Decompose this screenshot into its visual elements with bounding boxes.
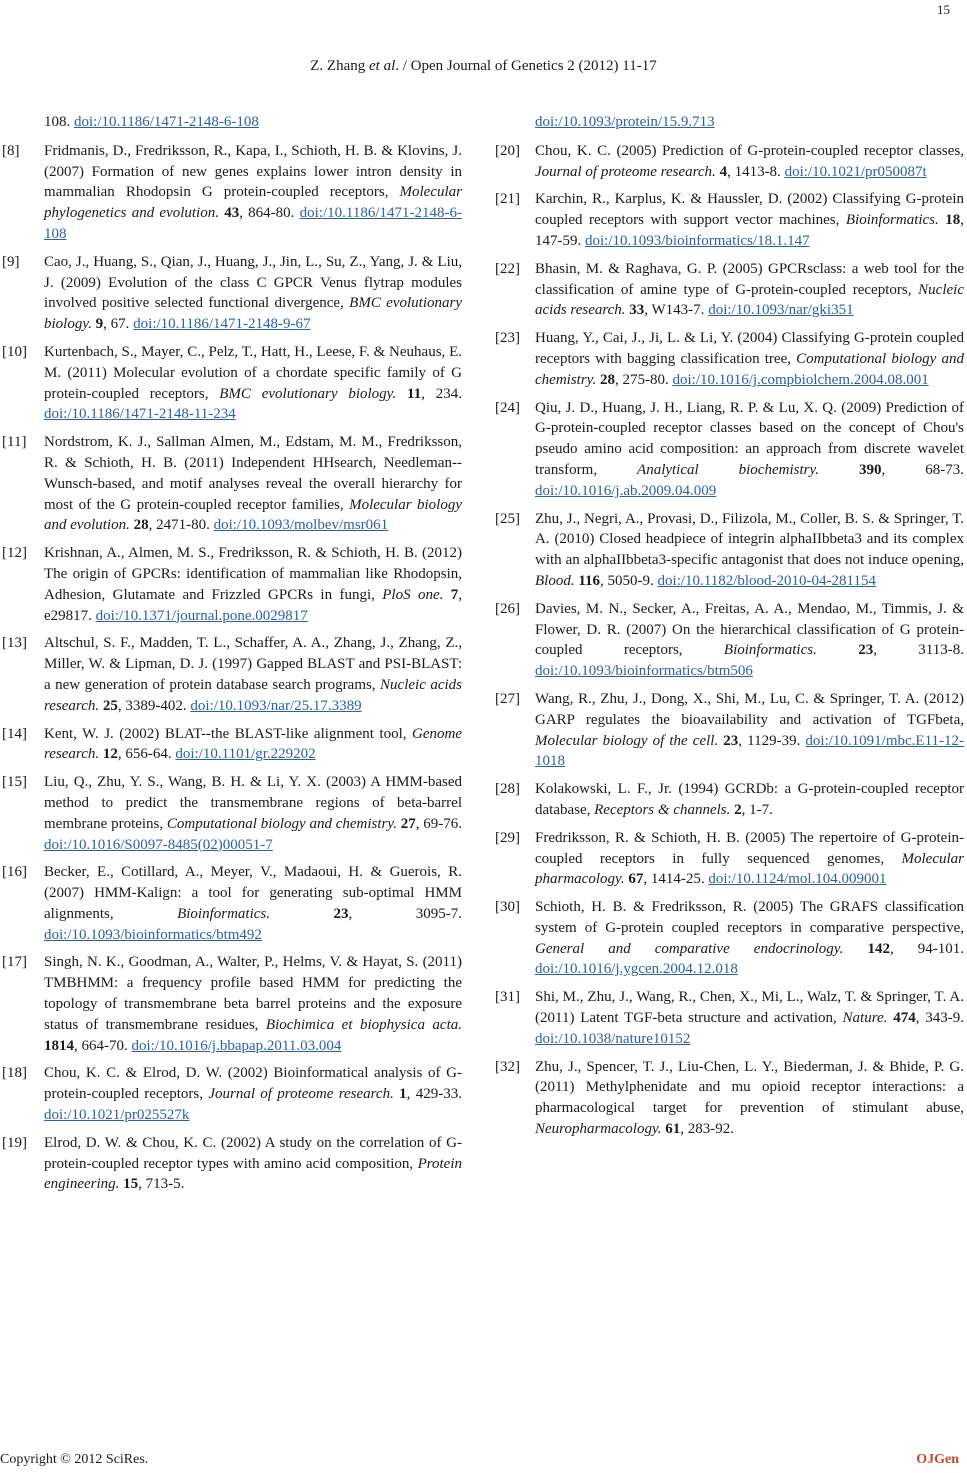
reference-number: [31] [495, 989, 520, 1006]
journal-title: Molecular biology of the cell. [535, 732, 719, 749]
reference-text: , 275-80. [615, 371, 673, 388]
reference-text: , W143-7. [644, 302, 709, 319]
reference-text: Karchin, R., Karplus, K. & Haussler, D. (2002) Classifying G-protein coupled receptors with support vector machines, [535, 191, 964, 229]
volume-number: 116 [578, 572, 601, 589]
reference-text: , 864-80. [239, 205, 300, 222]
reference-text: , e29817. [44, 586, 462, 624]
doi-link[interactable]: doi:/10.1016/j.ygcen.2004.12.018 [535, 961, 738, 978]
continuation-doi-link[interactable]: doi:/10.1186/1471-2148-6-108 [74, 114, 259, 130]
journal-title: Blood. [535, 572, 575, 589]
continuation-doi-link[interactable]: doi:/10.1093/protein/15.9.713 [535, 114, 715, 130]
reference-text: , 68-73. [881, 461, 964, 478]
volume-number: 7 [450, 586, 459, 603]
reference-text: Chou, K. C. & Elrod, D. W. (2002) Bioinformatical analysis of G-protein-coupled receptors, [44, 1065, 462, 1103]
volume-number: 4 [719, 163, 728, 180]
reference-text: Zhu, J., Negri, A., Provasi, D., Filizola, M., Coller, B. S. & Springer, T. A. (2010) Closed headpiece of integrin alphaIIbbeta3 and its complex with an alphaIIbbeta3-specific antagonist that does not induce opening, [535, 510, 964, 569]
reference-text: , 1129-39. [738, 732, 806, 749]
reference-number: [21] [495, 191, 520, 208]
doi-link[interactable]: doi:/10.1093/molbev/msr061 [213, 517, 389, 534]
reference-number: [15] [2, 774, 27, 791]
reference-entry [495, 828, 964, 890]
running-head-journal: . / Open Journal of Genetics 2 (2012) 11-17 [395, 58, 657, 74]
reference-entry [495, 599, 964, 682]
reference-entry [2, 772, 462, 855]
reference-text: Bhasin, M. & Raghava, G. P. (2005) GPCRsclass: a web tool for the classification of amine type of G-protein-coupled receptors, [535, 260, 964, 298]
journal-title: BMC evolutionary biology. [219, 385, 397, 402]
reference-number: [20] [495, 142, 520, 159]
reference-number: [16] [2, 864, 27, 881]
reference-number: [22] [495, 260, 520, 277]
journal-title: Nucleic acids research. [535, 281, 964, 319]
journal-title: Bioinformatics. [177, 905, 270, 922]
volume-number: 12 [102, 746, 118, 763]
reference-text: Krishnan, A., Almen, M. S., Fredriksson, R. & Schioth, H. B. (2012) The origin of GPCRs: identification of mammalian like Rhodopsin, Adhesion, Glutamate and Frizzled GPCRs in fungi, [44, 545, 462, 603]
reference-text [819, 462, 859, 478]
journal-title: Bioinformatics. [845, 212, 939, 229]
journal-title: General and comparative endocrinology. [535, 940, 844, 957]
reference-entry [2, 724, 462, 766]
volume-number: 23 [723, 732, 739, 749]
doi-link[interactable]: doi:/10.1038/nature10152 [535, 1030, 691, 1047]
reference-entry [2, 1063, 462, 1125]
reference-text: , 3389-402. [117, 697, 191, 714]
reference-entry [495, 189, 965, 251]
journal-title: Computational biology and chemistry. [535, 350, 965, 388]
journal-title: Molecular biology and evolution. [44, 496, 462, 534]
reference-entry [2, 342, 463, 425]
doi-link[interactable]: doi:/10.1021/pr050087t [784, 163, 927, 180]
reference-text: Kolakowski, L. F., Jr. (1994) GCRDb: a G-protein-coupled receptor database, [535, 781, 964, 818]
left-continuation [10, 112, 462, 133]
journal-title: Bioinformatics. [723, 642, 817, 659]
journal-title: Receptors & channels. [594, 801, 731, 818]
doi-link[interactable]: doi:/10.1371/journal.pone.0029817 [95, 607, 308, 624]
reference-number: [28] [495, 781, 520, 798]
reference-text: , 713-5. [138, 1176, 185, 1193]
volume-number: 23 [858, 642, 874, 659]
journal-title: PloS one. [382, 586, 444, 603]
journal-title: Nucleic acids research. [44, 676, 462, 714]
reference-text: Zhu, J., Spencer, T. J., Liu-Chen, L. Y., Biederman, J. & Bhide, P. G. (2011) Methylphenidate and mu opioid receptor interactions: a pharmacological target for prevention of stimulant abuse, [535, 1058, 964, 1117]
reference-text: , 656-64. [117, 746, 176, 763]
reference-number: [25] [495, 510, 520, 527]
journal-title: Genome research. [44, 725, 462, 763]
reference-text: Becker, E., Cotillard, A., Meyer, V., Madaoui, H. & Guerois, R. (2007) HMM-Kalign: a tool for generating sub-optimal HMM alignments, [44, 864, 462, 922]
doi-link[interactable]: doi:/10.1101/gr.229202 [175, 746, 316, 763]
doi-link[interactable]: doi:/10.1093/bioinformatics/btm506 [535, 663, 753, 680]
reference-text: , 343-9. [915, 1010, 965, 1027]
left-reference-list [2, 141, 463, 1195]
reference-entry [2, 252, 462, 335]
volume-number: 474 [893, 1010, 916, 1027]
reference-text [270, 906, 334, 922]
reference-text [817, 642, 858, 658]
volume-number: 28 [600, 371, 615, 388]
reference-number: [18] [2, 1065, 27, 1082]
reference-text: , 234. [421, 385, 463, 402]
reference-number: [14] [2, 725, 27, 742]
reference-text: Fridmanis, D., Fredriksson, R., Kapa, I., Schioth, H. B. & Klovins, J. (2007) Formation of new genes explains lower intron density in mammalian Rhodopsin G protein-coupled receptors, [44, 142, 462, 201]
reference-entry [495, 779, 964, 821]
reference-entry [2, 432, 462, 536]
reference-number: [32] [495, 1058, 520, 1075]
volume-number: 1 [399, 1086, 407, 1103]
journal-title: Molecular pharmacology. [535, 850, 964, 888]
reference-number: [29] [495, 829, 520, 846]
reference-number: [19] [2, 1134, 27, 1151]
doi-link[interactable]: doi:/10.1016/j.bbapap.2011.03.004 [131, 1037, 342, 1054]
reference-text: , 1414-25. [643, 871, 709, 888]
volume-number: 28 [133, 517, 149, 534]
volume-number: 2 [734, 801, 742, 818]
journal-title: Analytical biochemistry. [637, 461, 820, 478]
volume-number: 142 [867, 940, 890, 957]
reference-entry [495, 509, 964, 592]
volume-number: 27 [400, 815, 416, 832]
reference-text: Kurtenbach, S., Mayer, C., Pelz, T., Hatt, H., Leese, F. & Neuhaus, E. M. (2011) Molecular evolution of a chordate specific family of G protein-coupled receptors, [44, 343, 462, 402]
doi-link[interactable]: doi:/10.1016/j.ab.2009.04.009 [535, 482, 717, 499]
reference-text: Davies, M. N., Secker, A., Freitas, A. A., Mendao, M., Timmis, J. & Flower, D. R. (2007) On the hierarchical classification of G protein-coupled receptors, [535, 600, 964, 659]
journal-title: Journal of proteome research. [535, 163, 716, 180]
reference-text: Wang, R., Zhu, J., Dong, X., Shi, M., Lu, C. & Springer, T. A. (2012) GARP regulates the bioavailability and activation of TGFbeta, [535, 690, 964, 728]
reference-text: , 1-7. [741, 801, 773, 818]
doi-link[interactable]: doi:/10.1093/bioinformatics/18.1.147 [585, 232, 810, 249]
right-reference-list [495, 141, 965, 1140]
doi-link[interactable]: doi:/10.1093/nar/25.17.3389 [190, 697, 362, 714]
doi-link[interactable]: doi:/10.1016/S0097-8485(02)00051-7 [44, 836, 273, 853]
volume-number: 1814 [44, 1037, 74, 1054]
doi-link[interactable]: doi:/10.1124/mol.104.009001 [708, 871, 887, 888]
reference-number: [24] [495, 399, 520, 416]
reference-entry [495, 987, 965, 1049]
reference-number: [8] [2, 142, 20, 159]
reference-entry [2, 952, 463, 1056]
doi-link[interactable]: doi:/10.1182/blood-2010-04-281154 [657, 572, 876, 589]
journal-title: Computational biology and chemistry. [166, 815, 397, 832]
reference-entry [2, 141, 462, 245]
reference-text: , 2471-80. [148, 517, 214, 534]
reference-number: [9] [2, 253, 20, 270]
reference-text: , 94-101. [889, 940, 965, 957]
reference-number: [12] [2, 545, 27, 562]
reference-text: Nordstrom, K. J., Sallman Almen, M., Edstam, M. M., Fredriksson, R. & Schioth, H. B. (2011) Independent HHsearch, Needleman--Wunsch-based, and motif analyses reveal the overall hierarchy for most of the G protein-coupled receptor families, [44, 434, 462, 513]
journal-footer: OJGen [916, 1452, 959, 1467]
reference-entry [495, 328, 965, 390]
reference-text: Fredriksson, R. & Schioth, H. B. (2005) The repertoire of G-protein-coupled receptors in fully sequenced genomes, [535, 829, 964, 867]
reference-entry [2, 862, 462, 945]
volume-number: 15 [123, 1176, 139, 1193]
reference-number: [10] [2, 343, 27, 360]
reference-number: [13] [2, 635, 27, 652]
volume-number: 18 [945, 212, 961, 229]
reference-number: [27] [495, 690, 520, 707]
reference-number: [30] [495, 899, 520, 916]
reference-text: , 1413-8. [727, 163, 785, 180]
volume-number: 67 [628, 871, 644, 888]
volume-number: 23 [333, 905, 349, 922]
continuation-text: 108. [44, 114, 74, 130]
reference-text: , 283-92. [680, 1121, 735, 1138]
reference-text: Kent, W. J. (2002) BLAT--the BLAST-like alignment tool, [44, 725, 413, 742]
reference-number: [17] [2, 954, 27, 971]
journal-title: Nature. [842, 1010, 888, 1027]
reference-text [443, 587, 450, 603]
journal-title: Molecular phylogenetics and evolution. [44, 184, 462, 222]
doi-link[interactable]: doi:/10.1021/pr025527k [44, 1107, 190, 1124]
doi-link[interactable]: doi:/10.1091/mbc.E11-12-1018 [535, 732, 964, 770]
doi-link[interactable]: doi:/10.1186/1471-2148-11-234 [44, 406, 236, 423]
reference-text: , 664-70. [74, 1037, 132, 1054]
reference-text: , 3095-7. [348, 905, 462, 922]
doi-link[interactable]: doi:/10.1093/bioinformatics/btm492 [44, 926, 262, 943]
doi-link[interactable]: doi:/10.1016/j.compbiolchem.2004.08.001 [672, 371, 929, 388]
reference-number: [11] [2, 434, 27, 451]
journal-title: Neuropharmacology. [535, 1121, 662, 1138]
reference-text: , 3113-8. [873, 642, 964, 659]
reference-text: , 69-76. [415, 815, 462, 832]
page-number: 15 [937, 2, 950, 17]
running-head-etal: et al [369, 58, 396, 74]
volume-number: 9 [95, 316, 104, 333]
volume-number: 33 [629, 302, 645, 319]
journal-title: BMC evolutionary biology. [44, 295, 462, 333]
reference-text: Altschul, S. F., Madden, T. L., Schaffer, A. A., Zhang, J., Zhang, Z., Miller, W. & Lipman, D. J. (1997) Gapped BLAST and PSI-BLAST: a new generation of protein database search programs, [44, 635, 462, 693]
running-head [0, 58, 967, 75]
doi-link[interactable]: doi:/10.1093/nar/gki351 [708, 302, 854, 319]
reference-text: Schioth, H. B. & Fredriksson, R. (2005) The GRAFS classification system of G-protein coupled receptors in comparative perspective, [535, 899, 964, 936]
left-column [2, 112, 463, 1202]
reference-number: [26] [495, 600, 520, 617]
reference-entry [2, 1133, 462, 1195]
reference-text: , 147-59. [535, 212, 965, 249]
reference-text: , 5050-9. [600, 572, 658, 589]
reference-text: Qiu, J. D., Huang, J. H., Liang, R. P. & Lu, X. Q. (2009) Prediction of G-protein-coupled receptor classes based on the concept of Chou's pseudo amino acid composition: an approach from discrete wavelet transform, [535, 399, 964, 478]
reference-text [843, 941, 867, 957]
reference-text: Huang, Y., Cai, J., Ji, L. & Li, Y. (2004) Classifying G-protein coupled receptors with bagging classification tree, [535, 330, 964, 367]
journal-title: Protein engineering. [44, 1155, 462, 1193]
volume-number: 11 [407, 385, 422, 402]
reference-entry [2, 543, 462, 626]
volume-number: 390 [859, 461, 882, 478]
running-head-authors: Z. Zhang [310, 58, 369, 74]
doi-link[interactable]: doi:/10.1186/1471-2148-9-67 [133, 316, 311, 333]
right-column [495, 112, 965, 1147]
reference-entry [495, 398, 964, 502]
reference-text: Elrod, D. W. & Chou, K. C. (2002) A study on the correlation of G-protein-coupled receptor types with amino acid composition, [44, 1134, 462, 1172]
journal-title: Journal of proteome research. [208, 1086, 394, 1103]
volume-number: 25 [102, 697, 118, 714]
doi-link[interactable]: doi:/10.1186/1471-2148-6-108 [44, 205, 462, 242]
reference-entry [495, 141, 964, 183]
reference-text: Shi, M., Zhu, J., Wang, R., Chen, X., Mi, L., Walz, T. & Springer, T. A. (2011) Latent TGF-beta structure and activation, [535, 989, 964, 1027]
volume-number: 43 [224, 205, 240, 222]
reference-text [396, 386, 407, 402]
reference-text: , 67. [103, 316, 134, 333]
reference-entry [495, 1057, 964, 1140]
reference-text: Liu, Q., Zhu, Y. S., Wang, B. H. & Li, Y. X. (2003) A HMM-based method to predict the transmembrane regions of beta-barrel membrane proteins, [44, 774, 462, 832]
reference-number: [23] [495, 330, 520, 347]
copyright-footer: Copyright © 2012 SciRes. [0, 1452, 149, 1467]
reference-entry [495, 689, 964, 772]
reference-text: Chou, K. C. (2005) Prediction of G-protein-coupled receptor classes, [535, 142, 964, 159]
reference-entry [2, 633, 462, 716]
right-continuation [501, 112, 964, 133]
volume-number: 61 [665, 1121, 681, 1138]
reference-entry [495, 897, 965, 980]
journal-title: Biochimica et biophysica acta. [265, 1016, 463, 1033]
reference-text: Cao, J., Huang, S., Qian, J., Huang, J., Jin, L., Su, Z., Yang, J. & Liu, J. (2009) Evolution of the class C GPCR Venus flytrap modules involved positive selected functional divergence, [44, 253, 462, 312]
reference-text: , 429-33. [406, 1086, 462, 1103]
reference-text: Singh, N. K., Goodman, A., Walter, P., Helms, V. & Hayat, S. (2011) TMBHMM: a frequency profile based HMM for predicting the topology of transmembrane beta barrel proteins and the exposure status of transmembrane residues, [44, 954, 462, 1033]
reference-entry [495, 259, 964, 321]
